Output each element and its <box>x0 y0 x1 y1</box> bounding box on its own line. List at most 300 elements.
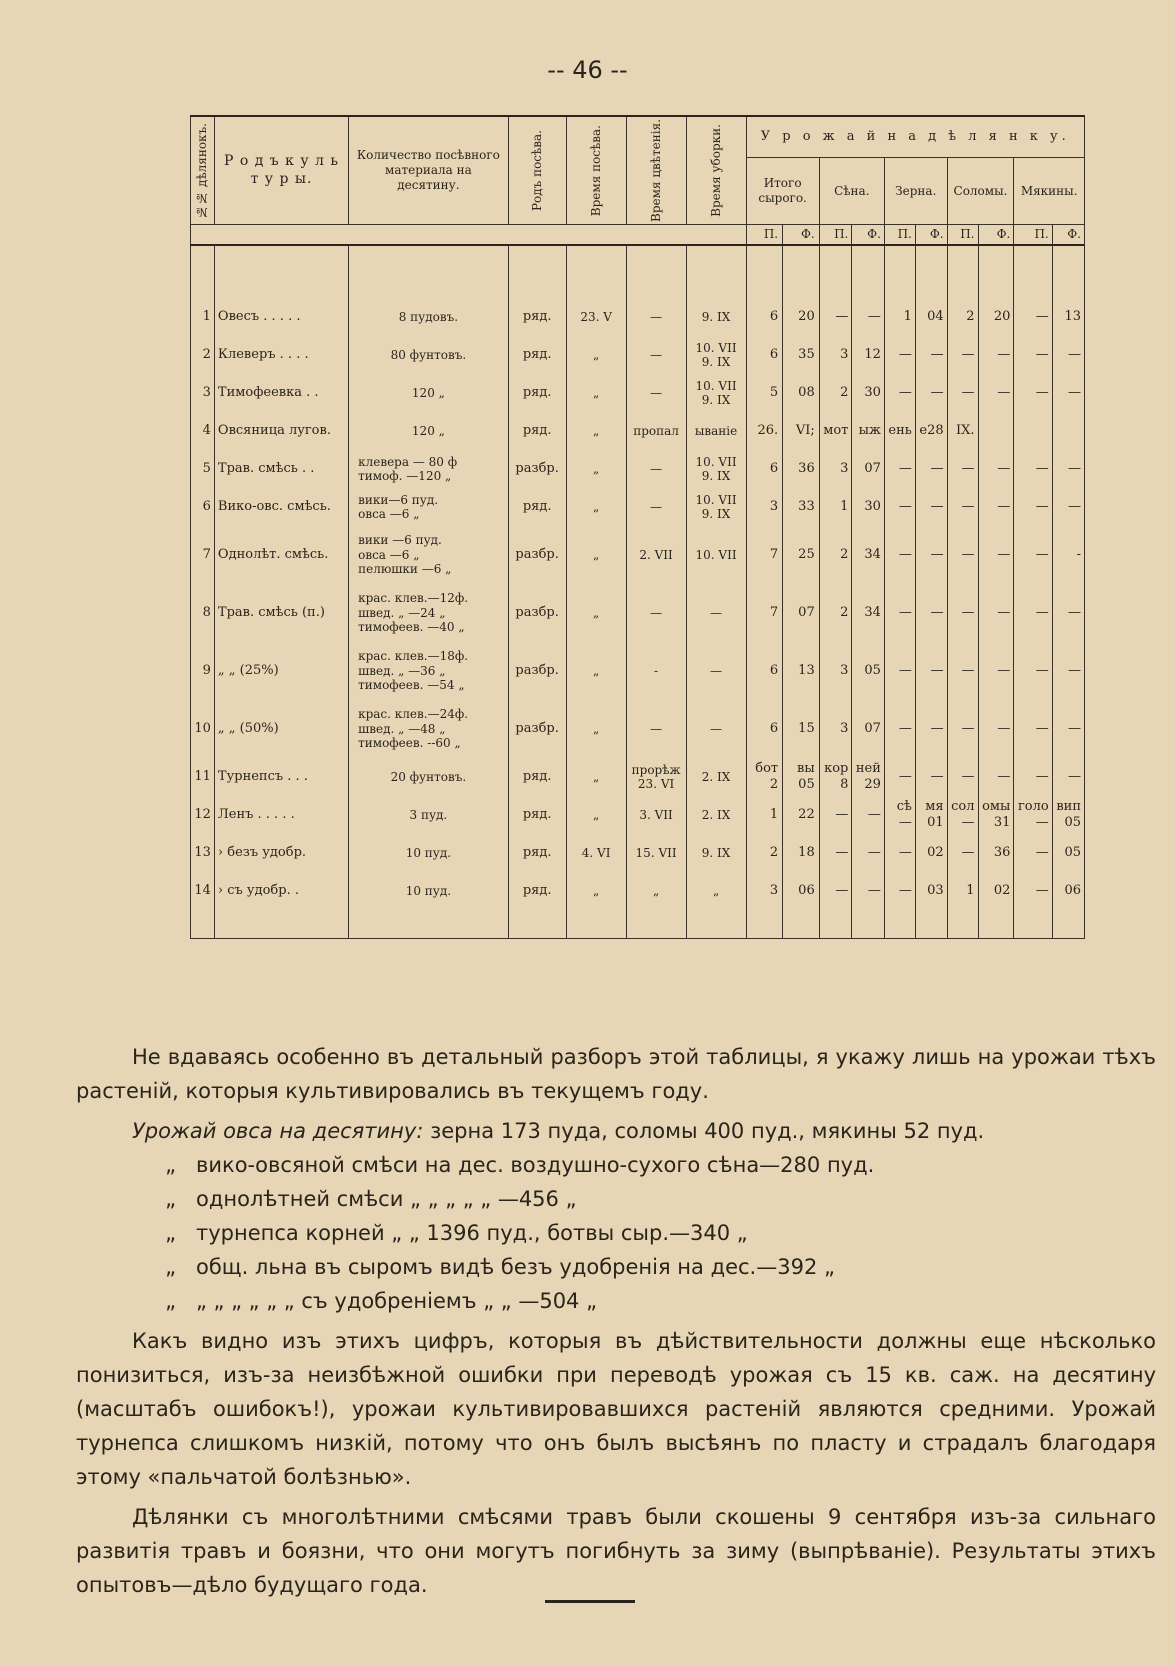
sowing-time: „ <box>566 796 626 834</box>
harvest-time-line: 9. IX <box>701 393 731 407</box>
yield-value: — <box>947 336 978 374</box>
yield-value: - <box>1052 526 1084 584</box>
yield-value: бот 2 <box>746 758 783 796</box>
harvest-time-line: — <box>710 721 723 736</box>
body-text <box>76 1040 1156 1608</box>
flowering-time: прорѣж 23. VI <box>626 758 686 796</box>
sowing-kind: ряд. <box>508 834 566 872</box>
seed-amount <box>349 642 509 700</box>
harvest-time <box>686 642 746 700</box>
table-row <box>191 872 1085 939</box>
yield-value: ней 29 <box>852 758 885 796</box>
yield-value: 36 <box>783 450 820 488</box>
yield-value: — <box>1014 642 1052 700</box>
harvest-time <box>686 834 746 872</box>
sowing-time: „ <box>566 336 626 374</box>
harvest-time-line: ываніе <box>694 423 738 438</box>
yield-value: — <box>978 374 1014 412</box>
yield-line-text: „ „ „ „ „ „ съ удобреніемъ „ „ —504 „ <box>196 1289 597 1313</box>
plot-number: 13 <box>191 834 215 872</box>
seed-amount <box>349 488 509 526</box>
yield-value: 05 <box>852 642 885 700</box>
yield-value: 02 <box>915 834 947 872</box>
sowing-time: 23. V <box>566 298 626 336</box>
yield-value: 30 <box>852 374 885 412</box>
header-plot-no: №№ дѣлянокъ. <box>191 116 215 225</box>
yield-value: — <box>1014 450 1052 488</box>
seed-amount-line: тимоф. —120 „ <box>358 469 452 483</box>
plot-number: 9 <box>191 642 215 700</box>
crop-name: „ „ (50%) <box>214 700 348 758</box>
seed-amount-line: тимофеев. —40 „ <box>358 620 465 635</box>
header-flowering-time: Время цвѣтенія. <box>626 116 686 225</box>
yield-value: — <box>915 488 947 526</box>
yield-value: — <box>947 488 978 526</box>
yield-value: — <box>884 700 915 758</box>
yield-value: — <box>884 336 915 374</box>
sowing-kind: ряд. <box>508 336 566 374</box>
header-sowing-time: Время посѣва. <box>566 116 626 225</box>
flowering-time: — <box>626 700 686 758</box>
header-hay: Сѣна. <box>819 158 884 225</box>
yield-value: — <box>884 374 915 412</box>
yield-value: сол — <box>947 796 978 834</box>
sub-p: П. <box>1014 225 1052 246</box>
yield-line-text: однолѣтней смѣси „ „ „ „ „ —456 „ <box>196 1187 577 1211</box>
seed-amount-line: 10 пуд. <box>405 883 452 898</box>
crop-name: › безъ удобр. <box>214 834 348 872</box>
sowing-kind: разбр. <box>508 526 566 584</box>
seed-amount <box>349 298 509 336</box>
crop-name: Вико-овс. смѣсь. <box>214 488 348 526</box>
yield-value: 2 <box>947 298 978 336</box>
seed-amount <box>349 336 509 374</box>
yield-value: — <box>884 526 915 584</box>
yield-value: 25 <box>783 526 820 584</box>
flowering-time: пропал <box>626 412 686 450</box>
yield-value: 36 <box>978 834 1014 872</box>
table-row <box>191 450 1085 488</box>
ditto-mark: „ <box>165 1187 176 1211</box>
seed-amount-line: овса —6 „ <box>358 547 420 562</box>
seed-amount <box>349 412 509 450</box>
yield-value: — <box>915 584 947 642</box>
header-straw: Соломы. <box>947 158 1014 225</box>
yield-value: — <box>978 584 1014 642</box>
yield-value: 15 <box>783 700 820 758</box>
yield-value: 08 <box>783 374 820 412</box>
yield-value: 3 <box>819 450 852 488</box>
yield-value: 6 <box>746 450 783 488</box>
yield-value: — <box>947 834 978 872</box>
yield-value: — <box>852 796 885 834</box>
yield-value: — <box>1052 450 1084 488</box>
yield-value: — <box>884 758 915 796</box>
yield-value: 6 <box>746 700 783 758</box>
yield-value: 5 <box>746 374 783 412</box>
yield-value: 07 <box>783 584 820 642</box>
seed-amount <box>349 526 509 584</box>
yield-value: — <box>1052 488 1084 526</box>
crop-name: Тимофеевка . . <box>214 374 348 412</box>
harvest-time <box>686 374 746 412</box>
yield-value: — <box>1014 872 1052 939</box>
yield-label: Урожай овса на десятину: <box>132 1119 424 1143</box>
harvest-time <box>686 298 746 336</box>
yield-value: сѣ — <box>884 796 915 834</box>
yield-value <box>1014 412 1052 450</box>
sowing-time: „ <box>566 642 626 700</box>
yield-line-text: общ. льна въ сыромъ видѣ безъ удобренія на дес.—392 „ <box>196 1255 835 1279</box>
end-rule <box>545 1600 635 1603</box>
yield-value: 6 <box>746 298 783 336</box>
yield-value: — <box>852 298 885 336</box>
yield-value: 2 <box>819 584 852 642</box>
seed-amount-line: крас. клев.—12ф. <box>358 591 469 606</box>
yield-value: зерна 173 пуда, соломы 400 пуд., мякины 52 пуд. <box>430 1119 985 1143</box>
yield-value: — <box>819 872 852 939</box>
yield-value: — <box>915 526 947 584</box>
yield-value: — <box>915 758 947 796</box>
yield-value: 2 <box>819 526 852 584</box>
crop-name: Овсяница лугов. <box>214 412 348 450</box>
yield-value: 02 <box>978 872 1014 939</box>
seed-amount-line: овса —6 „ <box>358 507 420 521</box>
yield-value: 35 <box>783 336 820 374</box>
flowering-time: „ <box>626 872 686 939</box>
yield-value: — <box>1052 584 1084 642</box>
yield-value: 6 <box>746 336 783 374</box>
plot-number: 12 <box>191 796 215 834</box>
seed-amount-line: пелюшки —6 „ <box>358 562 452 577</box>
yield-value: — <box>915 642 947 700</box>
sowing-kind: разбр. <box>508 642 566 700</box>
crop-name: Однолѣт. смѣсь. <box>214 526 348 584</box>
sowing-kind: ряд. <box>508 488 566 526</box>
yield-value: — <box>947 526 978 584</box>
crop-name: Трав. смѣсь (п.) <box>214 584 348 642</box>
yield-value: — <box>947 642 978 700</box>
sub-f: Ф. <box>783 225 820 246</box>
header-yield-group: У р о ж а й н а д ѣ л я н к у. <box>746 116 1084 158</box>
yield-value: 34 <box>852 526 885 584</box>
yield-value: 3 <box>819 700 852 758</box>
header-sowing-kind: Родъ посѣва. <box>508 116 566 225</box>
harvest-time-line: „ <box>712 883 720 898</box>
flowering-time: — <box>626 374 686 412</box>
yield-value: — <box>1014 834 1052 872</box>
yield-value: 3 <box>746 488 783 526</box>
harvest-time-line: 9. IX <box>701 355 731 369</box>
yield-value: 7 <box>746 526 783 584</box>
plot-number: 8 <box>191 584 215 642</box>
sowing-kind: ряд. <box>508 374 566 412</box>
yield-line-text: вико-овсяной смѣси на дес. воздушно-сухого сѣна—280 пуд. <box>196 1153 875 1177</box>
table-row <box>191 298 1085 336</box>
page-number: -- 46 -- <box>547 56 628 84</box>
plot-number: 6 <box>191 488 215 526</box>
yield-value <box>1052 412 1084 450</box>
yield-line <box>76 1182 1156 1216</box>
flowering-time: — <box>626 584 686 642</box>
yield-value: — <box>1014 374 1052 412</box>
yield-lines <box>76 1148 1156 1318</box>
table-row <box>191 834 1085 872</box>
yield-value: е28 <box>915 412 947 450</box>
harvest-time-line: 9. IX <box>701 507 731 521</box>
yield-value: — <box>978 336 1014 374</box>
seed-amount <box>349 796 509 834</box>
yield-value: 04 <box>915 298 947 336</box>
yield-value: 34 <box>852 584 885 642</box>
table-row <box>191 526 1085 584</box>
yield-line <box>76 1284 1156 1318</box>
harvest-time-line: 2. IX <box>701 769 731 784</box>
flowering-time: — <box>626 298 686 336</box>
plot-number: 5 <box>191 450 215 488</box>
seed-amount-line: 120 „ <box>411 385 445 400</box>
yield-value: — <box>915 450 947 488</box>
yield-value: 1 <box>746 796 783 834</box>
plot-number: 11 <box>191 758 215 796</box>
yield-value: ень <box>884 412 915 450</box>
yield-value: 05 <box>1052 834 1084 872</box>
harvest-time <box>686 450 746 488</box>
seed-amount <box>349 700 509 758</box>
sowing-time: „ <box>566 758 626 796</box>
yield-value: — <box>947 758 978 796</box>
flowering-time: - <box>626 642 686 700</box>
sowing-kind: разбр. <box>508 450 566 488</box>
sowing-time: 4. VI <box>566 834 626 872</box>
yield-value: — <box>947 584 978 642</box>
yield-value: — <box>915 336 947 374</box>
header-harvest-time: Время уборки. <box>686 116 746 225</box>
sowing-kind: ряд. <box>508 758 566 796</box>
plot-number: 7 <box>191 526 215 584</box>
yield-value: 12 <box>852 336 885 374</box>
sowing-time: „ <box>566 872 626 939</box>
yield-value: — <box>1014 584 1052 642</box>
harvest-time <box>686 584 746 642</box>
harvest-time-line: 10. VII <box>695 492 737 507</box>
yield-value: — <box>1014 298 1052 336</box>
yield-value: 1 <box>947 872 978 939</box>
yield-value: — <box>1014 758 1052 796</box>
table-row <box>191 700 1085 758</box>
yield-line <box>76 1216 1156 1250</box>
yield-value: — <box>1052 642 1084 700</box>
sowing-kind: ряд. <box>508 872 566 939</box>
seed-amount-line: швед. „ —24 „ <box>358 605 446 620</box>
yield-value: 1 <box>819 488 852 526</box>
yield-value: — <box>852 834 885 872</box>
seed-amount-line: 20 фунтовъ. <box>390 769 467 784</box>
crop-name: Турнепсъ . . . <box>214 758 348 796</box>
yield-value: 13 <box>1052 298 1084 336</box>
plot-number: 1 <box>191 298 215 336</box>
seed-amount-line: 80 фунтовъ. <box>390 347 467 362</box>
plot-number: 3 <box>191 374 215 412</box>
yield-value: — <box>884 488 915 526</box>
yield-value: 06 <box>783 872 820 939</box>
crop-name: Клеверъ . . . . <box>214 336 348 374</box>
flowering-time: — <box>626 450 686 488</box>
yield-line <box>76 1148 1156 1182</box>
harvest-time-line: 10. VII <box>695 547 737 562</box>
yield-value: 06 <box>1052 872 1084 939</box>
seed-amount-line: швед. „ —48 „ <box>358 721 446 736</box>
yield-value: — <box>884 834 915 872</box>
yield-value: — <box>1052 700 1084 758</box>
yield-line <box>76 1250 1156 1284</box>
yield-value: 33 <box>783 488 820 526</box>
yield-value: 30 <box>852 488 885 526</box>
sub-f: Ф. <box>978 225 1014 246</box>
yield-value: 7 <box>746 584 783 642</box>
yield-value: — <box>1052 374 1084 412</box>
harvest-time <box>686 488 746 526</box>
yield-value: — <box>1014 700 1052 758</box>
sowing-time: „ <box>566 412 626 450</box>
sowing-kind: ряд. <box>508 796 566 834</box>
yield-value: 26. <box>746 412 783 450</box>
yield-value: VI; <box>783 412 820 450</box>
sowing-kind: разбр. <box>508 700 566 758</box>
seed-amount-line: клевера — 80 ф <box>358 454 458 469</box>
crop-name: Ленъ . . . . . <box>214 796 348 834</box>
yield-value: вип 05 <box>1052 796 1084 834</box>
flowering-time: — <box>626 336 686 374</box>
paragraph: Какъ видно изъ этихъ цифръ, которыя въ дѣйствительности должны еще нѣсколько понизиться, изъ-за неизбѣжной ошибки при переводѣ урожая съ 15 кв. саж. на десятину (масштабъ ошибокъ!), урожаи культивировавшихся растеній являются средними. Урожай турнепса слишкомъ низкій, потому что онъ былъ высѣянъ по пласту и страдалъ благодаря этому «пальчатой болѣзнью». <box>76 1329 1156 1489</box>
crop-name: „ „ (25%) <box>214 642 348 700</box>
crop-name: Овесъ . . . . . <box>214 298 348 336</box>
harvest-time-line: — <box>710 605 723 620</box>
table-row <box>191 336 1085 374</box>
yield-value: — <box>915 700 947 758</box>
yield-value: — <box>947 700 978 758</box>
seed-amount-line: тимофеев. —54 „ <box>358 678 465 693</box>
harvest-time <box>686 872 746 939</box>
seed-amount <box>349 834 509 872</box>
table-row <box>191 412 1085 450</box>
header-chaff: Мякины. <box>1014 158 1085 225</box>
seed-amount-line: вики—6 пуд. <box>358 492 439 507</box>
seed-amount-line: крас. клев.—18ф. <box>358 649 469 664</box>
yield-value: — <box>884 872 915 939</box>
sowing-kind: ряд. <box>508 412 566 450</box>
flowering-time: 15. VII <box>626 834 686 872</box>
yield-value: — <box>947 374 978 412</box>
seed-amount-line: тимофеев. --60 „ <box>358 736 461 751</box>
yield-value: мот <box>819 412 852 450</box>
yield-value: 6 <box>746 642 783 700</box>
yield-value: 3 <box>819 642 852 700</box>
table-row <box>191 758 1085 796</box>
sub-f: Ф. <box>1052 225 1084 246</box>
yield-value: ыж <box>852 412 885 450</box>
yield-value: 18 <box>783 834 820 872</box>
harvest-time <box>686 700 746 758</box>
yield-value: вы 05 <box>783 758 820 796</box>
sub-f: Ф. <box>852 225 885 246</box>
sowing-time: „ <box>566 374 626 412</box>
seed-amount <box>349 374 509 412</box>
flowering-time: 2. VII <box>626 526 686 584</box>
harvest-time-line: 2. IX <box>701 807 731 822</box>
header-amount: Количество посѣвного материала на десятину. <box>349 116 509 225</box>
yield-value: 3 <box>819 336 852 374</box>
yield-value: омы 31 <box>978 796 1014 834</box>
ditto-mark: „ <box>165 1221 176 1245</box>
yield-value: 03 <box>915 872 947 939</box>
sowing-time: „ <box>566 488 626 526</box>
table-row <box>191 374 1085 412</box>
yield-value: — <box>978 526 1014 584</box>
seed-amount-line: 8 пудовъ. <box>398 309 459 324</box>
harvest-time-line: 9. IX <box>701 309 731 324</box>
yield-value: — <box>884 450 915 488</box>
yield-table <box>190 115 1085 939</box>
seed-amount-line: крас. клев.—24ф. <box>358 707 469 722</box>
table-row <box>191 642 1085 700</box>
sowing-kind: разбр. <box>508 584 566 642</box>
harvest-time-line: 9. IX <box>701 469 731 483</box>
sub-f: Ф. <box>915 225 947 246</box>
harvest-time <box>686 412 746 450</box>
plot-number: 2 <box>191 336 215 374</box>
sowing-kind: ряд. <box>508 298 566 336</box>
harvest-time-line: 10. VII <box>695 378 737 393</box>
harvest-time-line: 9. IX <box>701 845 731 860</box>
yield-value: 20 <box>783 298 820 336</box>
plot-number: 4 <box>191 412 215 450</box>
harvest-time-line: — <box>710 663 723 678</box>
yield-value: — <box>884 584 915 642</box>
yield-value: — <box>884 642 915 700</box>
yield-value: — <box>819 796 852 834</box>
yield-summary-line <box>76 1114 1156 1148</box>
sowing-time: „ <box>566 450 626 488</box>
seed-amount <box>349 872 509 939</box>
flowering-time: — <box>626 488 686 526</box>
harvest-time <box>686 336 746 374</box>
seed-amount-line: вики —6 пуд. <box>358 533 442 548</box>
sub-p: П. <box>884 225 915 246</box>
seed-amount-line: 120 „ <box>411 423 445 438</box>
flowering-time: 3. VII <box>626 796 686 834</box>
table-row <box>191 584 1085 642</box>
crop-name: Трав. смѣсь . . <box>214 450 348 488</box>
seed-amount <box>349 584 509 642</box>
yield-value: 22 <box>783 796 820 834</box>
sowing-time: „ <box>566 584 626 642</box>
yield-value: — <box>978 450 1014 488</box>
yield-value: — <box>1052 336 1084 374</box>
header-crop: Р о д ъ к у л ь т у р ы. <box>214 116 348 225</box>
yield-value: — <box>1014 526 1052 584</box>
seed-amount-line: 3 пуд. <box>409 807 448 822</box>
yield-value: — <box>978 700 1014 758</box>
harvest-time <box>686 796 746 834</box>
ditto-mark: „ <box>165 1289 176 1313</box>
yield-value: — <box>947 450 978 488</box>
yield-value: — <box>978 758 1014 796</box>
yield-value: 2 <box>819 374 852 412</box>
yield-value: голо — <box>1014 796 1052 834</box>
sub-p: П. <box>746 225 783 246</box>
yield-value: — <box>1014 336 1052 374</box>
